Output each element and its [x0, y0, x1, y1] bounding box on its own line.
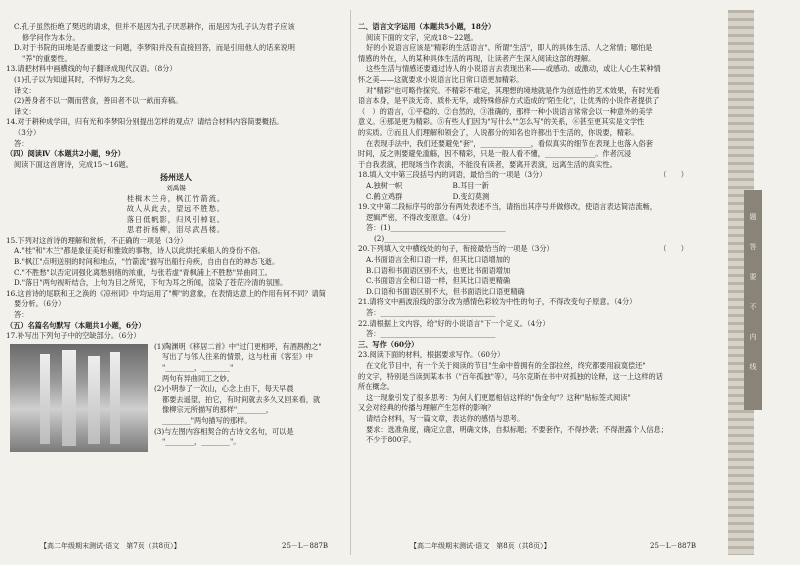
text-line: （ ）的语言，①平稳的、②自然的，③准确的，那样一种小说语言常常会以一种意外的美学	[358, 106, 653, 116]
question-15: 15.下列对这首诗的理解和赏析，不正确的一项是（3分）	[6, 235, 188, 245]
answer-label: 译文：	[14, 106, 36, 116]
text-line: "________，________"	[162, 363, 234, 372]
margin-label: 答	[749, 243, 757, 251]
waterfall-photo	[10, 344, 148, 452]
text-line: ________"两句描写的那样。	[162, 415, 252, 425]
answer-line: 答：________________________________	[366, 308, 496, 318]
answer-label: 答：	[14, 310, 29, 320]
text-line: 这些生活与情感还要通过诗人的小说语言去表现出来——或感动、或激动，或让人心生某种情	[366, 64, 661, 74]
text-line: （3分）	[14, 127, 41, 137]
text-line: D.对于书院的田地是否重要这一问题，李梦阳并没有直接回答，而是引用他人的话来说明	[14, 43, 295, 53]
text-line: (1)孔子以为知道其时，不悍好为之矣。	[14, 74, 140, 84]
text-line: 时间，反之则要避免滥觞，因不精彩，只是一般人看不懂，______________。作者沉浸	[358, 149, 632, 159]
section-heading: （五）名篇名句默写（本题共1小题，6分）	[6, 320, 146, 330]
margin-label: 内	[749, 333, 757, 341]
option: A."桂"和"木兰"都是象征美好和雅致的事物，诗人以此烘托乘船人的身份不俗。	[14, 246, 265, 256]
answer-line: (2)________________________________	[374, 233, 500, 243]
text-line: 阅读下面这首唐诗，完成15～16题。	[14, 159, 133, 169]
text-line: 都要去遥望，拍它，有时间就去多久又回来看，就	[162, 394, 321, 404]
text-line: 怀之美——这就要求小说语言比日常口语更加精彩。	[358, 74, 524, 84]
text-line: (2)善身者不以一隅而营食，善田者不以一畝而弃稿。	[14, 96, 183, 106]
text-line: 在文化节目中，有一个关于阅读的节目"生命中曾拥有的全部拉丝，终究都要用寂寞偿还"	[366, 361, 646, 370]
option: A.书面语言全和口语一样，但其比口语增加的	[366, 255, 511, 265]
page-divider	[350, 10, 351, 555]
question-17-block	[6, 342, 346, 454]
question-17-items	[154, 342, 346, 448]
answer-line: 答：________________________________	[366, 329, 496, 339]
text-line: 写出了与邻人往来的情景，这与杜甫《客至》中	[162, 352, 313, 362]
section-heading: 三、写作（60分）	[358, 339, 419, 349]
answer-label: 译文：	[14, 85, 36, 95]
text-line: 所在概念。	[358, 382, 394, 392]
text-line: 于自我表演，把现场当作表演，不能没有读者，要离开表演，远离生活的真实性。	[358, 159, 617, 169]
text-line: 要分析。（6分）	[14, 299, 66, 309]
option: B.口语和书面语区别不大，也更比书面语增加	[366, 265, 511, 275]
text-line: 这一现象引发了很多思考：为何人们更愿相信这样的"伪金句"？这种"贴标签式阅读"	[366, 392, 631, 402]
text-line: (2)小明参了一次山，心念上由下，每天早晨	[154, 384, 294, 394]
option: C."不胜愁"以否定词强化离愁别绪的浓重，与张若虚"青枫浦上不胜愁"异曲同工。	[14, 267, 272, 277]
page-footer-left: 【高二年级期末测试·语文 第7页（共8页）】	[40, 542, 181, 550]
question-18: 18.填入文中第三段括号内的词语，最恰当的一项是（3分） （ ）	[358, 170, 688, 180]
text-line: 的文字，特别是当读到某本书（"百年孤独"等），马尔克斯在书中对孤独的诠释，这一上这样的话	[358, 371, 663, 381]
margin-label: 要	[749, 273, 757, 281]
text-line: C.孔子虽然拒绝了樊迟的请求，但并不是因为孔子厌恶耕作，而是因为孔子认为君子应该	[14, 22, 295, 31]
question-22: 22.请根据上文内容，给"好的小说语言"下一个定义。（4分）	[358, 318, 550, 328]
option: C.书面语言全和口语一样，但其比口语更精确	[366, 276, 511, 286]
left-page	[6, 22, 346, 542]
text-line: 要求：选准角度，确定立意，明确文体，自拟标题；不要套作，不得抄袭；不得泄露个人信息；	[366, 424, 668, 434]
text-line: 请结合材料，写一篇文章，表达你的感悟与思考。	[366, 413, 525, 423]
text-line: (1)陶渊明《移居二首》中"过门更相呼，有酒斟酌之"	[154, 341, 322, 351]
option: B."枫江"点明送别的时间和地点，"竹箭流"描写出船行舟疾，自由自在的神态飞逝。	[14, 257, 280, 267]
poem-verse: 桂楫木兰舟，枫江竹箭流。	[126, 193, 226, 203]
question-13: 13.请把材料中画横线的句子翻译成现代汉语。（8分）	[6, 64, 177, 74]
answer-label: 答：	[14, 138, 29, 148]
text-line: 的实质。⑦而且人们理解和领会了，人说都分的知名也许都出于生活的，你说要，精彩。	[358, 127, 639, 137]
text-line: 两句有异曲同工之妙。	[162, 373, 234, 383]
question-21: 21.请将文中画波浪线的部分改为感情色彩较为中性的句子，不得改变句子原意。（4分）	[358, 297, 637, 307]
text-line: 意义。④那是更为精彩。⑤有些人们因为"写什么""怎么写"的关系，⑥甚至更其实是文学性	[358, 117, 645, 127]
question-17: 17.补写出下列句子中的空缺部分。（6分）	[6, 331, 141, 341]
page-footer-right: 【高二年级期末测试·语文 第8页（共8页）】	[410, 542, 551, 550]
margin-label: 线	[749, 363, 757, 371]
text-line: 像柳宗元所描写的那样"________，	[162, 405, 274, 415]
text-line: 好的小说语言应该是"精彩的生活语言"。所谓"生活"，即人的具体生活、人之常情；哪怕是	[366, 43, 653, 53]
text-line: 修学问作为本分。	[22, 32, 80, 42]
poem-verse: 故人从此去，望远不胜愁。	[126, 204, 226, 214]
poem-author: 刘禹锡	[166, 183, 186, 192]
right-page	[358, 22, 698, 542]
question-19: 19.文中第二段标序号的部分有两处表述不当，请指出其序号并做修改，使语言表达简洁流畅，	[358, 202, 657, 212]
text-line: 又会对经典的传播与理解产生怎样的影响？	[358, 403, 495, 413]
question-14: 14.对于耕种成学田，归有光和李梦阳分别提出怎样的观点？请结合材料内容简要概括。	[6, 117, 284, 127]
question-16: 16.这首诗的尾联和王之涣的《凉州词》中均运用了"柳"的意象，在表情达意上的作用有何不同？请简	[6, 288, 326, 298]
poem-verse: 思君折杨柳，泪尽武昌楼。	[126, 225, 226, 235]
margin-label: 题	[749, 213, 757, 221]
text-line: "________，________"。	[162, 437, 241, 447]
text-line: (3)与左图内容相契合的古诗文名句，可以是	[154, 426, 294, 436]
text-line: 对"精彩"也可略作探究。不精彩不难定，其理想的境地就是作为创造性的艺术效果，有时光看	[366, 85, 661, 95]
question-20: 20.下列填入文中横线处的句子，衔接最恰当的一项是（3分） （ ）	[358, 244, 688, 254]
text-line: 在表现手法中，我们还要避免"套"，______________，看似真实的细节在表现上也落入俗套	[366, 138, 653, 148]
text-line: 语言本身，是平淡无奇、质朴无华，或特殊修辞方式造成的"陌生化"，让优秀的小说作者提供了	[358, 96, 660, 106]
question-23: 23.阅读下面的材料，根据要求写作。（60分）	[358, 350, 505, 360]
option: D.口语和书面语区别不大，但书面语比口语更精确	[366, 286, 525, 296]
poem-title: 扬州送人	[160, 172, 192, 183]
text-line: "养"的重要性。	[22, 53, 72, 63]
option: D."落日"两句视听结合，上句为目之所见，下句为耳之所闻，渲染了苍茫冷清的氛围。	[14, 278, 288, 288]
answer-line: 答：(1)________________________________	[366, 223, 506, 233]
text-line: 情感的外在，人的某种具体生活的再现，让读者产生深入阅读这部的理解。	[358, 53, 596, 63]
section-heading: 二、语言文字运用（本题共5小题，18分）	[358, 22, 496, 31]
margin-label: 不	[749, 303, 757, 311]
section-heading: （四）阅读Ⅳ（本题共2小题，9分）	[6, 149, 125, 159]
text-line: 阅读下面的文字，完成18～22题。	[366, 32, 478, 42]
poem-verse: 落日低帆影，归风引棹讴。	[126, 214, 226, 224]
option: A.独树一帜 B.耳目一新	[366, 180, 489, 190]
text-line: 不少于800字。	[366, 435, 416, 445]
paper-code-right: 25－L－887B	[650, 542, 697, 550]
text-line: 逻辑严密，不得改变原意。（4分）	[366, 212, 475, 222]
paper-code-left: 25－L－887B	[282, 542, 329, 550]
option: C.鹤立鸡群 D.变幻莫测	[366, 191, 490, 201]
